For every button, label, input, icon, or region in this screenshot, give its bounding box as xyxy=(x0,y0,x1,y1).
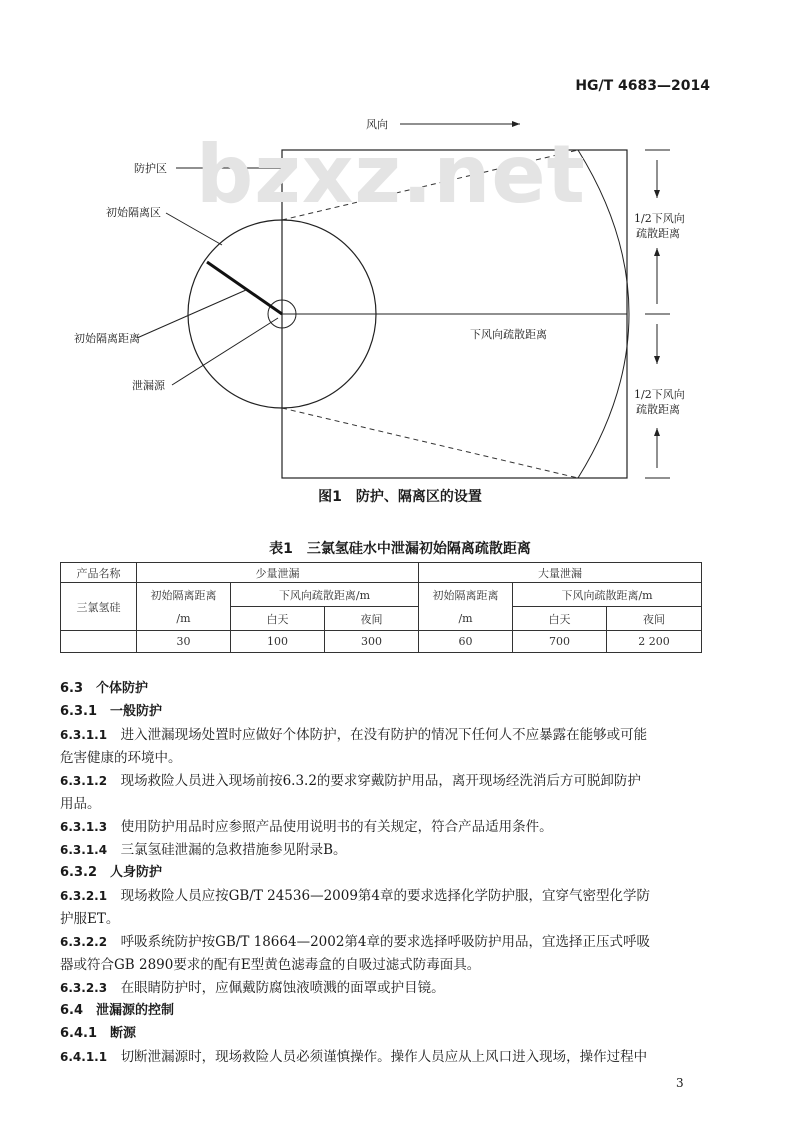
header-large-leak: 大量泄漏 xyxy=(419,563,702,583)
clause-6-4-1-1-line1: 6.4.1.1 切断泄漏源时，现场救险人员必须谨慎操作。操作人员应从上风口进入现场，操作过程中 xyxy=(60,1049,648,1065)
clause-6-3-1-3: 6.3.1.3 使用防护用品时应参照产品使用说明书的有关规定，符合产品适用条件。 xyxy=(60,819,553,835)
large-downwind-header: 下风向疏散距离/m xyxy=(513,583,702,607)
leader-initial-distance xyxy=(137,290,246,338)
header-product: 产品名称 xyxy=(61,563,137,583)
half-distance-top-line1: 1/2下风向 xyxy=(634,212,685,225)
large-day-header: 白天 xyxy=(513,607,607,631)
small-downwind-header: 下风向疏散距离/m xyxy=(231,583,419,607)
small-night-header: 夜间 xyxy=(325,607,419,631)
clause-6-3-2-1-line1: 6.3.2.1 现场救险人员应按GB/T 24536—2009第4章的要求选择化学防护服，宜穿气密型化学防 xyxy=(60,888,651,904)
table-caption: 表1 三氯氢硅水中泄漏初始隔离疏散距离 xyxy=(269,541,531,557)
half-distance-top-line2: 疏散距离 xyxy=(636,227,680,240)
section-6-3-1-heading: 6.3.1 一般防护 xyxy=(60,704,163,719)
clause-6-3-1-1-line2: 危害健康的环境中。 xyxy=(60,750,182,766)
downwind-distance-label: 下风向疏散距离 xyxy=(470,328,547,341)
small-init-value: 30 xyxy=(137,631,231,653)
page-number: 3 xyxy=(676,1076,684,1090)
arrow-up-icon xyxy=(654,428,660,436)
isolation-zone-figure xyxy=(0,0,800,520)
section-6-4-heading: 6.4 泄漏源的控制 xyxy=(60,1003,175,1018)
clause-6-3-2-2-line2: 器或符合GB 2890要求的配有E型黄色滤毒盒的自吸过滤式防毒面具。 xyxy=(60,957,481,973)
leader-leak-source xyxy=(172,318,278,385)
initial-zone-label: 初始隔离区 xyxy=(106,206,161,219)
zone-boundary-bottom xyxy=(282,408,578,478)
isolation-distance-table xyxy=(60,562,702,653)
small-init-dist-header: 初始隔离距离 xyxy=(137,583,231,607)
large-day-value: 700 xyxy=(513,631,607,653)
arrow-up-icon xyxy=(654,248,660,256)
large-init-value: 60 xyxy=(419,631,513,653)
clause-6-3-1-2-line1: 6.3.1.2 现场救险人员进入现场前按6.3.2的要求穿戴防护用品，离开现场经洗消后方可脱卸防护 xyxy=(60,773,641,789)
clause-6-3-1-4: 6.3.1.4 三氯氢硅泄漏的急救措施参见附录B。 xyxy=(60,842,347,858)
section-6-4-1-heading: 6.4.1 断源 xyxy=(60,1026,137,1041)
wind-arrow-head xyxy=(512,121,520,127)
clause-6-3-2-1-line2: 护服ET。 xyxy=(60,911,120,927)
arrow-down-icon xyxy=(654,190,660,198)
leak-source-label: 泄漏源 xyxy=(132,379,165,392)
large-night-header: 夜间 xyxy=(607,607,702,631)
clause-6-3-1-2-line2: 用品。 xyxy=(60,796,101,812)
figure-caption: 图1 防护、隔离区的设置 xyxy=(318,489,482,505)
large-init-dist-header: 初始隔离距离 xyxy=(419,583,513,607)
clause-6-3-1-1-line1: 6.3.1.1 进入泄漏现场处置时应做好个体防护，在没有防护的情况下任何人不应暴露在能够或可能 xyxy=(60,727,648,743)
section-6-3-2-heading: 6.3.2 人身防护 xyxy=(60,865,163,880)
initial-distance-label: 初始隔离距离 xyxy=(74,332,140,345)
small-day-value: 100 xyxy=(231,631,325,653)
table-row xyxy=(61,631,702,653)
clause-6-3-2-3: 6.3.2.3 在眼睛防护时，应佩戴防腐蚀液喷溅的面罩或护目镜。 xyxy=(60,980,445,996)
large-night-value: 2 200 xyxy=(607,631,702,653)
small-night-value: 300 xyxy=(325,631,419,653)
small-day-header: 白天 xyxy=(231,607,325,631)
header-small-leak: 少量泄漏 xyxy=(137,563,419,583)
arrow-down-icon xyxy=(654,356,660,364)
protect-zone-label: 防护区 xyxy=(134,162,167,175)
section-6-3-heading: 6.3 个体防护 xyxy=(60,681,149,696)
half-distance-bottom-line2: 疏散距离 xyxy=(636,403,680,416)
isolation-radius-line xyxy=(207,262,282,314)
wind-label: 风向 xyxy=(366,118,388,131)
standard-code: HG/T 4683—2014 xyxy=(575,78,710,94)
small-init-dist-unit: /m xyxy=(137,607,231,631)
large-init-dist-unit: /m xyxy=(419,607,513,631)
watermark: bzxz.net xyxy=(196,128,586,221)
clause-6-3-2-2-line1: 6.3.2.2 呼吸系统防护按GB/T 18664—2002第4章的要求选择呼吸防护用品，宜选择正压式呼吸 xyxy=(60,934,651,950)
product-name-cell: 三氯氢硅 xyxy=(61,583,137,631)
half-distance-bottom-line1: 1/2下风向 xyxy=(634,388,685,401)
